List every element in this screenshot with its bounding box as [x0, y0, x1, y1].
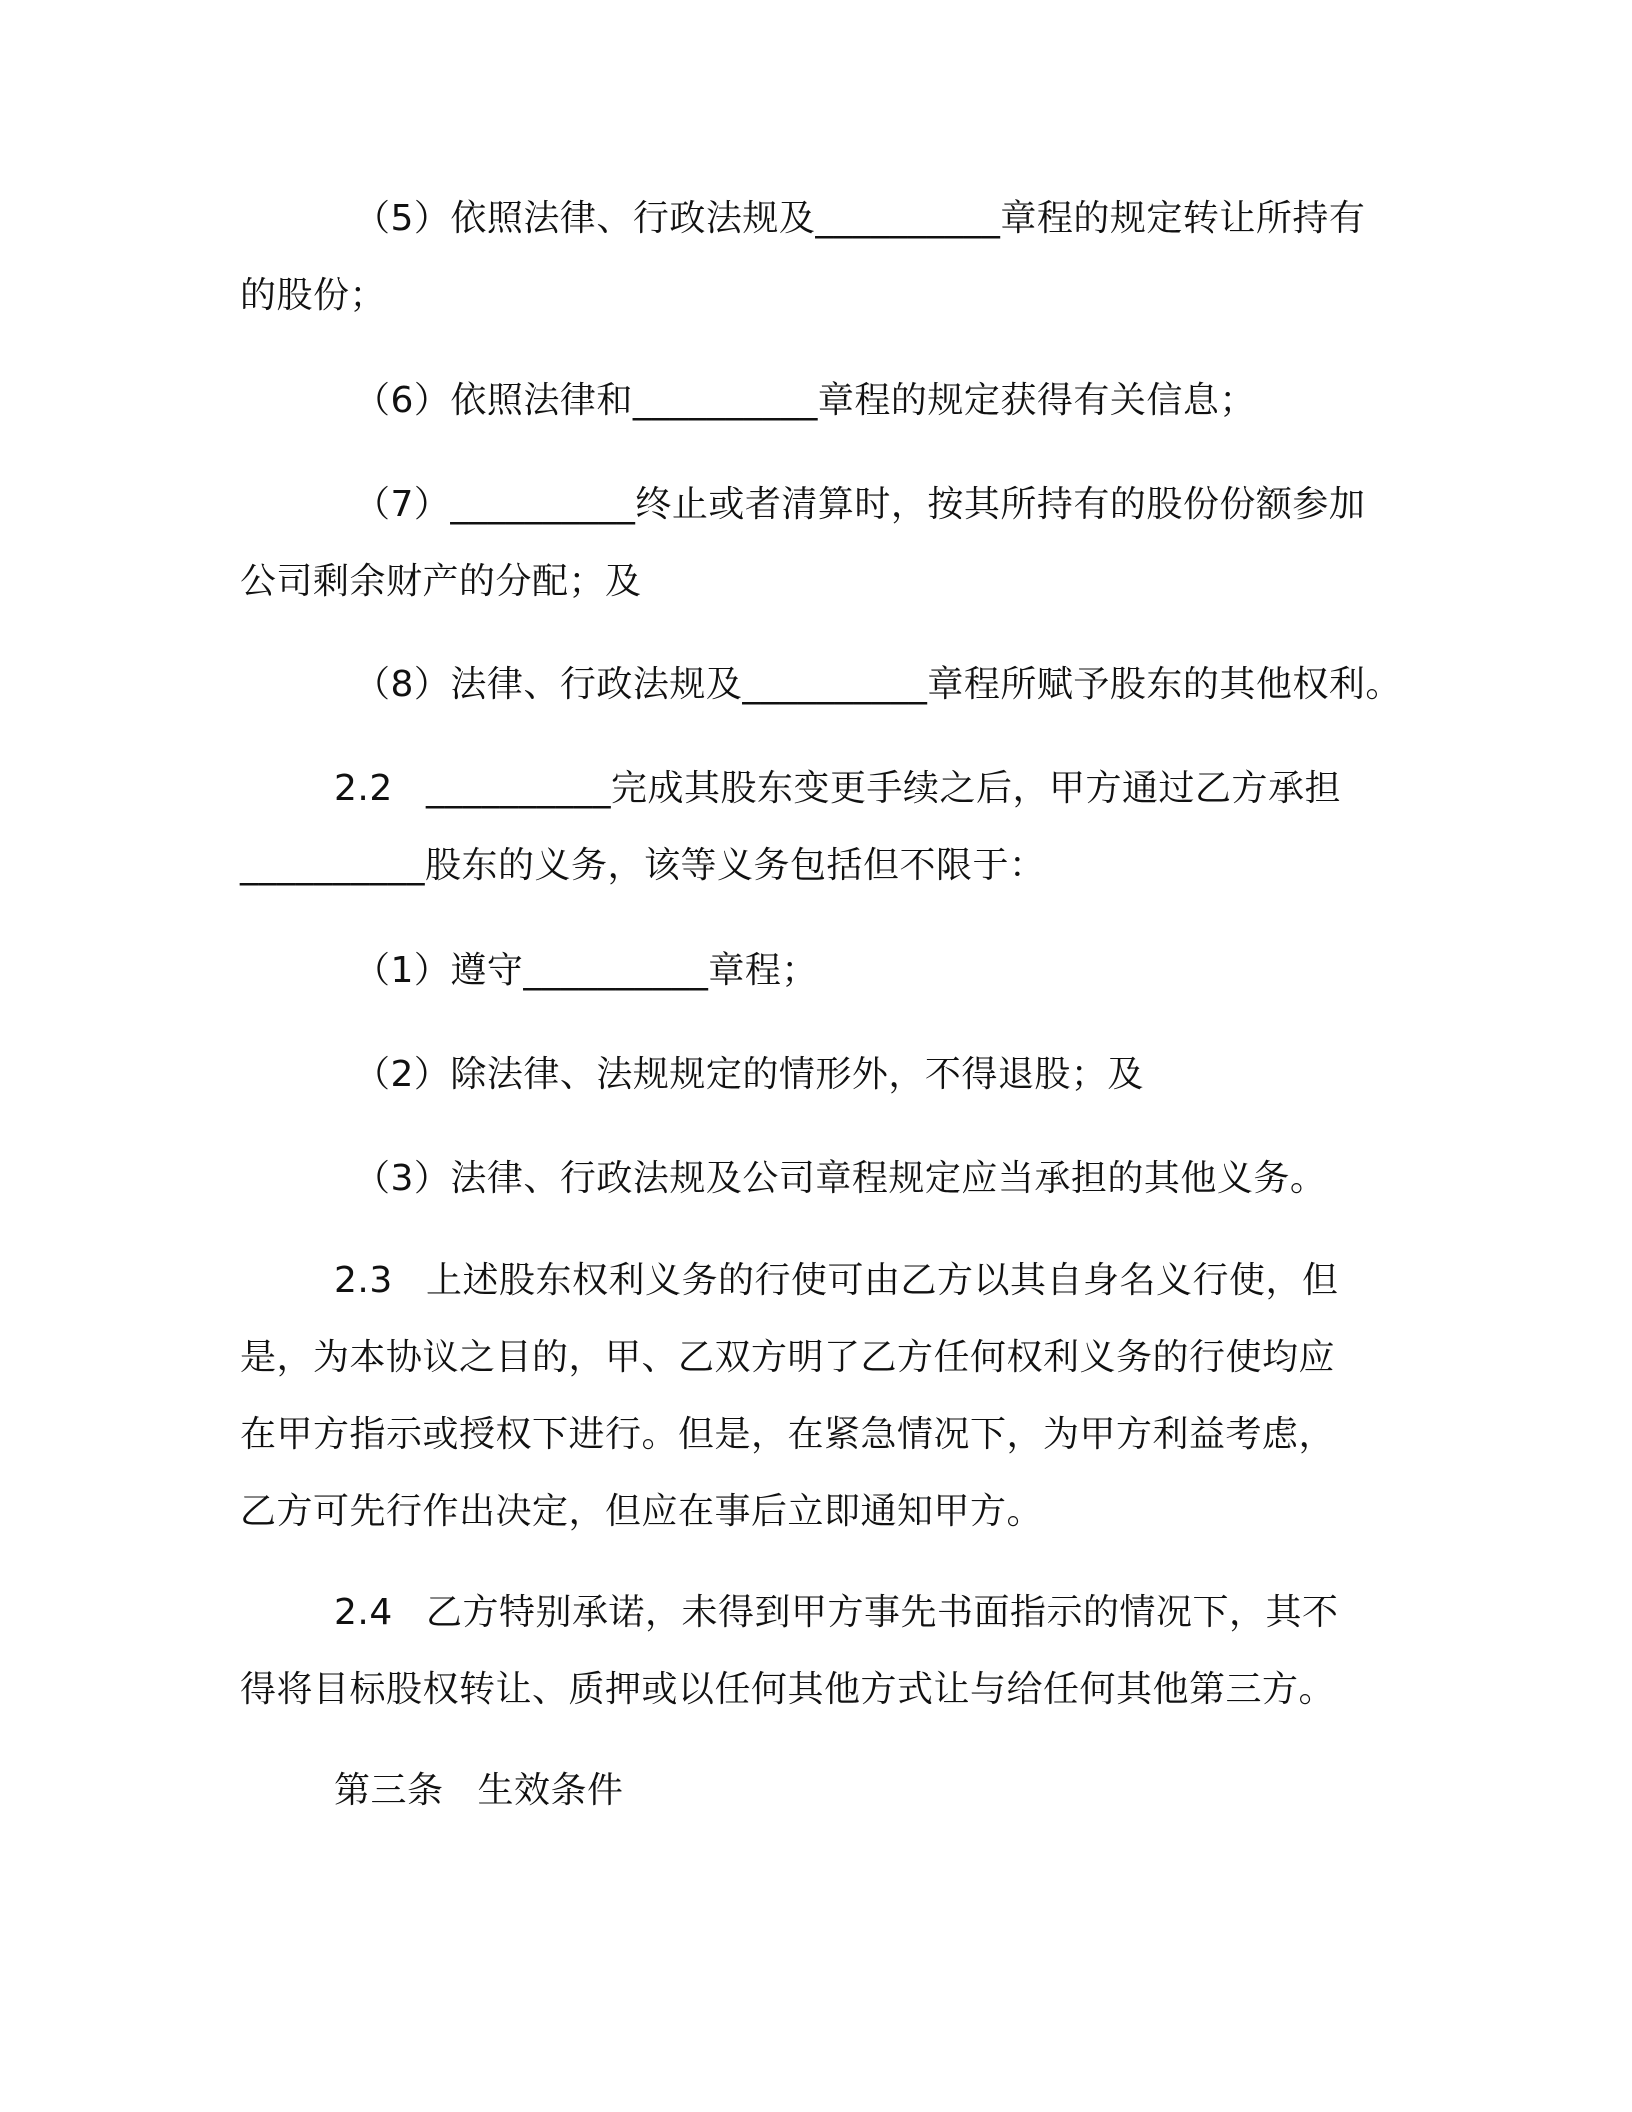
paragraph-line: （8）法律、行政法规及__________章程所赋予股东的其他权利。 — [354, 664, 1402, 705]
clause-2-2 — [240, 750, 1390, 904]
clause-number: 2.2 — [334, 768, 393, 809]
paragraph-line: 的股份； — [240, 275, 387, 316]
paragraph-line: （5）依照法律、行政法规及__________章程的规定转让所持有 — [354, 198, 1366, 239]
paragraph-line: 在甲方指示或授权下进行。但是，在紧急情况下，为甲方利益考虑， — [240, 1414, 1336, 1455]
clause-text: __________完成其股东变更手续之后，甲方通过乙方承担 — [426, 768, 1342, 809]
article-number: 第三条 — [334, 1770, 444, 1811]
clause-text: 乙方特别承诺，未得到甲方事先书面指示的情况下，其不 — [426, 1592, 1339, 1633]
clause-number: 2.3 — [334, 1260, 393, 1301]
article-title: 生效条件 — [477, 1770, 624, 1811]
list-item-5 — [240, 180, 1390, 334]
clause-2-4 — [240, 1574, 1390, 1728]
list-item-6 — [240, 362, 1390, 439]
duty-item-1 — [240, 932, 1390, 1009]
paragraph-line: （1）遵守__________章程； — [354, 950, 818, 991]
paragraph-line: （2）除法律、法规规定的情形外，不得退股；及 — [354, 1054, 1144, 1095]
paragraph-line: __________股东的义务，该等义务包括但不限于： — [240, 845, 1046, 886]
paragraph-line — [240, 1574, 1390, 1651]
paragraph-line — [240, 750, 1390, 827]
list-item-8 — [240, 646, 1402, 723]
duty-item-3 — [240, 1140, 1390, 1217]
clause-text: 上述股东权利义务的行使可由乙方以其自身名义行使，但 — [426, 1260, 1339, 1301]
paragraph-line: 是，为本协议之目的，甲、乙双方明了乙方任何权利义务的行使均应 — [240, 1337, 1336, 1378]
paragraph-line: （3）法律、行政法规及公司章程规定应当承担的其他义务。 — [354, 1158, 1327, 1199]
list-item-7 — [240, 466, 1390, 620]
paragraph-line: 公司剩余财产的分配；及 — [240, 561, 642, 602]
paragraph-line: （7）__________终止或者清算时，按其所持有的股份份额参加 — [354, 484, 1366, 525]
article-heading — [240, 1752, 1390, 1829]
paragraph-line: 乙方可先行作出决定，但应在事后立即通知甲方。 — [240, 1491, 1044, 1532]
paragraph-line — [240, 1242, 1390, 1319]
heading-line — [240, 1752, 1390, 1829]
paragraph-line: 得将目标股权转让、质押或以任何其他方式让与给任何其他第三方。 — [240, 1669, 1336, 1710]
clause-2-3 — [240, 1242, 1390, 1550]
paragraph-line: （6）依照法律和__________章程的规定获得有关信息； — [354, 380, 1256, 421]
clause-number: 2.4 — [334, 1592, 393, 1633]
duty-item-2 — [240, 1036, 1390, 1113]
